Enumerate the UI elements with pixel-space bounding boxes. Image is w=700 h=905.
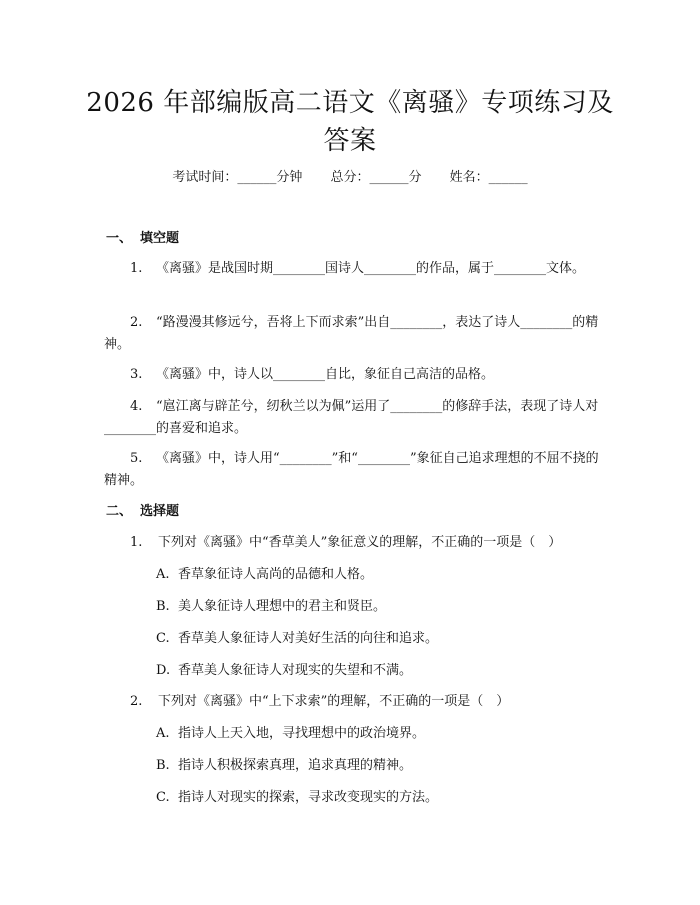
fill-question: [104, 312, 601, 356]
question-text: “扈江离与辟芷兮，纫秋兰以为佩”运用了________的修辞手法，表现了诗人对________的喜爱和追求。: [104, 399, 599, 436]
choice-option: [156, 662, 412, 680]
option-letter: A.: [156, 567, 170, 582]
question-text: “路漫漫其修远兮，吾将上下而求索”出自________，表达了诗人________的精神。: [104, 315, 599, 352]
title-line-1: 2026 年部编版高二语文《离骚》专项练习及: [86, 88, 614, 118]
choice-option: [156, 757, 412, 775]
section-number: 一、: [106, 231, 133, 246]
option-letter: C.: [156, 790, 170, 805]
option-letter: B.: [156, 599, 170, 614]
question-text: 《离骚》中，诗人用“________”和“________”象征自己追求理想的不屈不挠的精神。: [104, 451, 599, 488]
option-letter: B.: [156, 758, 170, 773]
choice-option: [156, 566, 373, 584]
question-number: 5.: [130, 451, 143, 466]
fill-question: [104, 448, 601, 492]
option-letter: C.: [156, 631, 170, 646]
choice-option: [156, 789, 438, 807]
question-number: 1.: [130, 535, 143, 550]
section-number: 二、: [106, 504, 133, 519]
title-line-2: 答案: [323, 126, 377, 156]
fill-question: [104, 364, 601, 386]
question-text: 下列对《离骚》中“上下求索”的理解，不正确的一项是（ ）: [158, 694, 510, 709]
choice-option: [156, 630, 438, 648]
option-letter: D.: [156, 663, 171, 678]
option-text: 香草象征诗人高尚的品德和人格。: [178, 567, 374, 582]
question-text: 下列对《离骚》中“香草美人”象征意义的理解，不正确的一项是（ ）: [158, 535, 562, 550]
choice-option: [156, 725, 425, 743]
section-title: 填空题: [140, 231, 180, 246]
question-number: 1.: [130, 261, 143, 276]
student-name: 姓名：______: [449, 170, 528, 185]
option-text: 美人象征诗人理想中的君主和贤臣。: [178, 599, 387, 614]
section-heading-multiple-choice: [106, 503, 179, 521]
total-score: 总分：______分: [330, 170, 422, 185]
fill-question: [104, 258, 601, 280]
option-letter: A.: [156, 726, 170, 741]
option-text: 指诗人对现实的探索，寻求改变现实的方法。: [178, 790, 439, 805]
question-number: 2.: [130, 315, 143, 330]
option-text: 香草美人象征诗人对现实的失望和不满。: [178, 663, 413, 678]
option-text: 指诗人上天入地，寻找理想中的政治境界。: [178, 726, 426, 741]
question-number: 2.: [130, 694, 143, 709]
exam-meta: [0, 168, 700, 188]
fill-question: [104, 396, 601, 440]
section-heading-fill-blank: [106, 230, 179, 248]
choice-option: [156, 598, 386, 616]
option-text: 指诗人积极探索真理，追求真理的精神。: [178, 758, 413, 773]
question-number: 3.: [130, 367, 143, 382]
document-title: [70, 84, 630, 160]
question-number: 4.: [130, 399, 143, 414]
option-text: 香草美人象征诗人对美好生活的向往和追求。: [178, 631, 439, 646]
exam-time: 考试时间：______分钟: [172, 170, 303, 185]
section-title: 选择题: [140, 504, 180, 519]
question-text: 《离骚》中，诗人以________自比，象征自己高洁的品格。: [156, 367, 495, 382]
choice-question: [130, 534, 561, 552]
question-text: 《离骚》是战国时期________国诗人________的作品，属于________文体。: [156, 261, 586, 276]
choice-question: [130, 693, 509, 711]
